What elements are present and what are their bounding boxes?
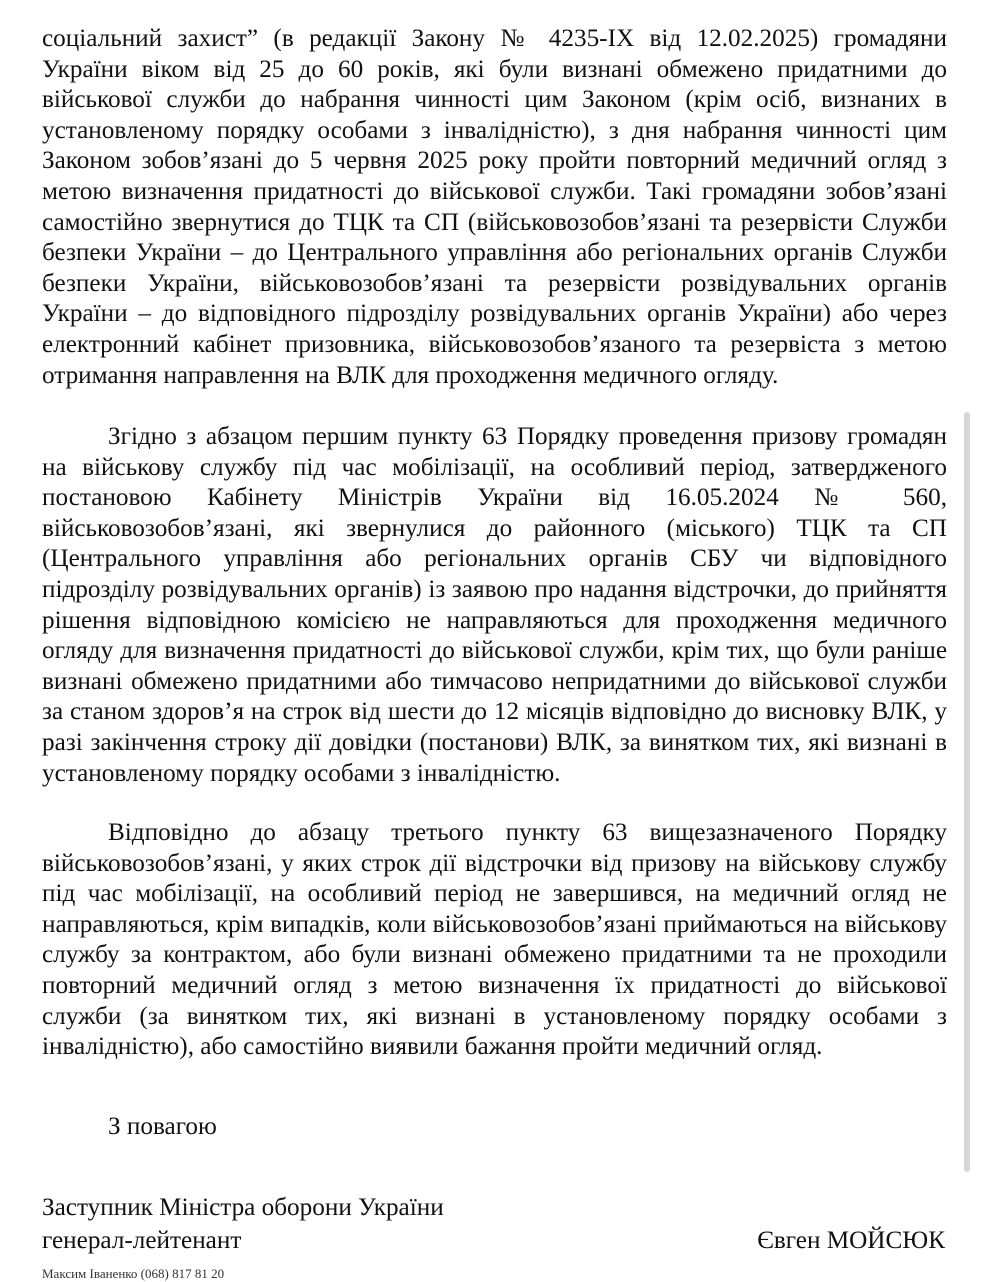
paragraph-1: соціальний захист” (в редакції Закону № 4235-IX від 12.02.2025) громадяни України віком від 25 до 60 років, які були визнані обмежено придатними до військової служби до набрання чинності цим Законом (крім осіб, визнаних в установленому порядку особами з інвалідністю), з дня набрання чинності цим Законом зобов’язані до 5 червня 2025 року пройти повторний медичний огляд з метою визначення придатності до військової служби. Такі громадяни зобов’язані самостійно звернутися до ТЦК та СП (військовозобов’язані та резервісти Служби безпеки України – до Центрального управління або регіональних органів Служби безпеки України, військовозобов’язані та резервісти розвідувальних органів України – до відповідного підрозділу розвідувальних органів України) або через електронний кабінет призовника, військовозобов’язаного та резервіста з метою отримання направлення на ВЛК для проходження медичного огляду. [42,25,947,389]
signatory-name: Євген МОЙСЮК [757,1227,945,1254]
paragraph-3: Відповідно до абзацу третього пункту 63 вищезазначеного Порядку військовозобов’язані, у яких строк дії відстрочки від призову на військову службу під час мобілізації, на особливий період не завершився, на медичний огляд не направляються, крім випадків, коли військовозобов’язані приймаються на військову службу за контрактом, або були визнані обмежено придатними та не проходили повторний медичний огляд з метою визначення їх придатності до військової служби (за винятком тих, які визнані в установленому порядку особами з інвалідністю), або самостійно виявили бажання пройти медичний огляд. [42,819,947,1061]
scrollbar[interactable] [964,412,970,1172]
paragraph-2: Згідно з абзацом першим пункту 63 Порядку проведення призову громадян на військову службу під час мобілізації, на особливий період, затвердженого постановою Кабінету Міністрів України від 16.05.2024 № 560, військовозобов’язані, які звернулися до районного (міського) ТЦК та СП (Центрального управління або регіональних органів СБУ чи відповідного підрозділу розвідувальних органів) із заявою про надання відстрочки, до прийняття рішення відповідною комісією не направляються для проходження медичного огляду для визначення придатності до військової служби, крім тих, що були раніше визнані обмежено придатними або тимчасово непридатними до військової служби за станом здоров’я на строк від шести до 12 місяців відповідно до висновку ВЛК, у разі закінчення строку дії довідки (постанови) ВЛК, за винятком тих, які визнані в установленому порядку особами з інвалідністю. [42,423,947,787]
footer-contact: Максим Іваненко (068) 817 81 20 [42,1266,225,1281]
signatory-rank: генерал-лейтенант [42,1227,242,1254]
signatory-position: Заступник Міністра оборони України [42,1194,444,1221]
closing-phrase: З повагою [108,1113,217,1140]
